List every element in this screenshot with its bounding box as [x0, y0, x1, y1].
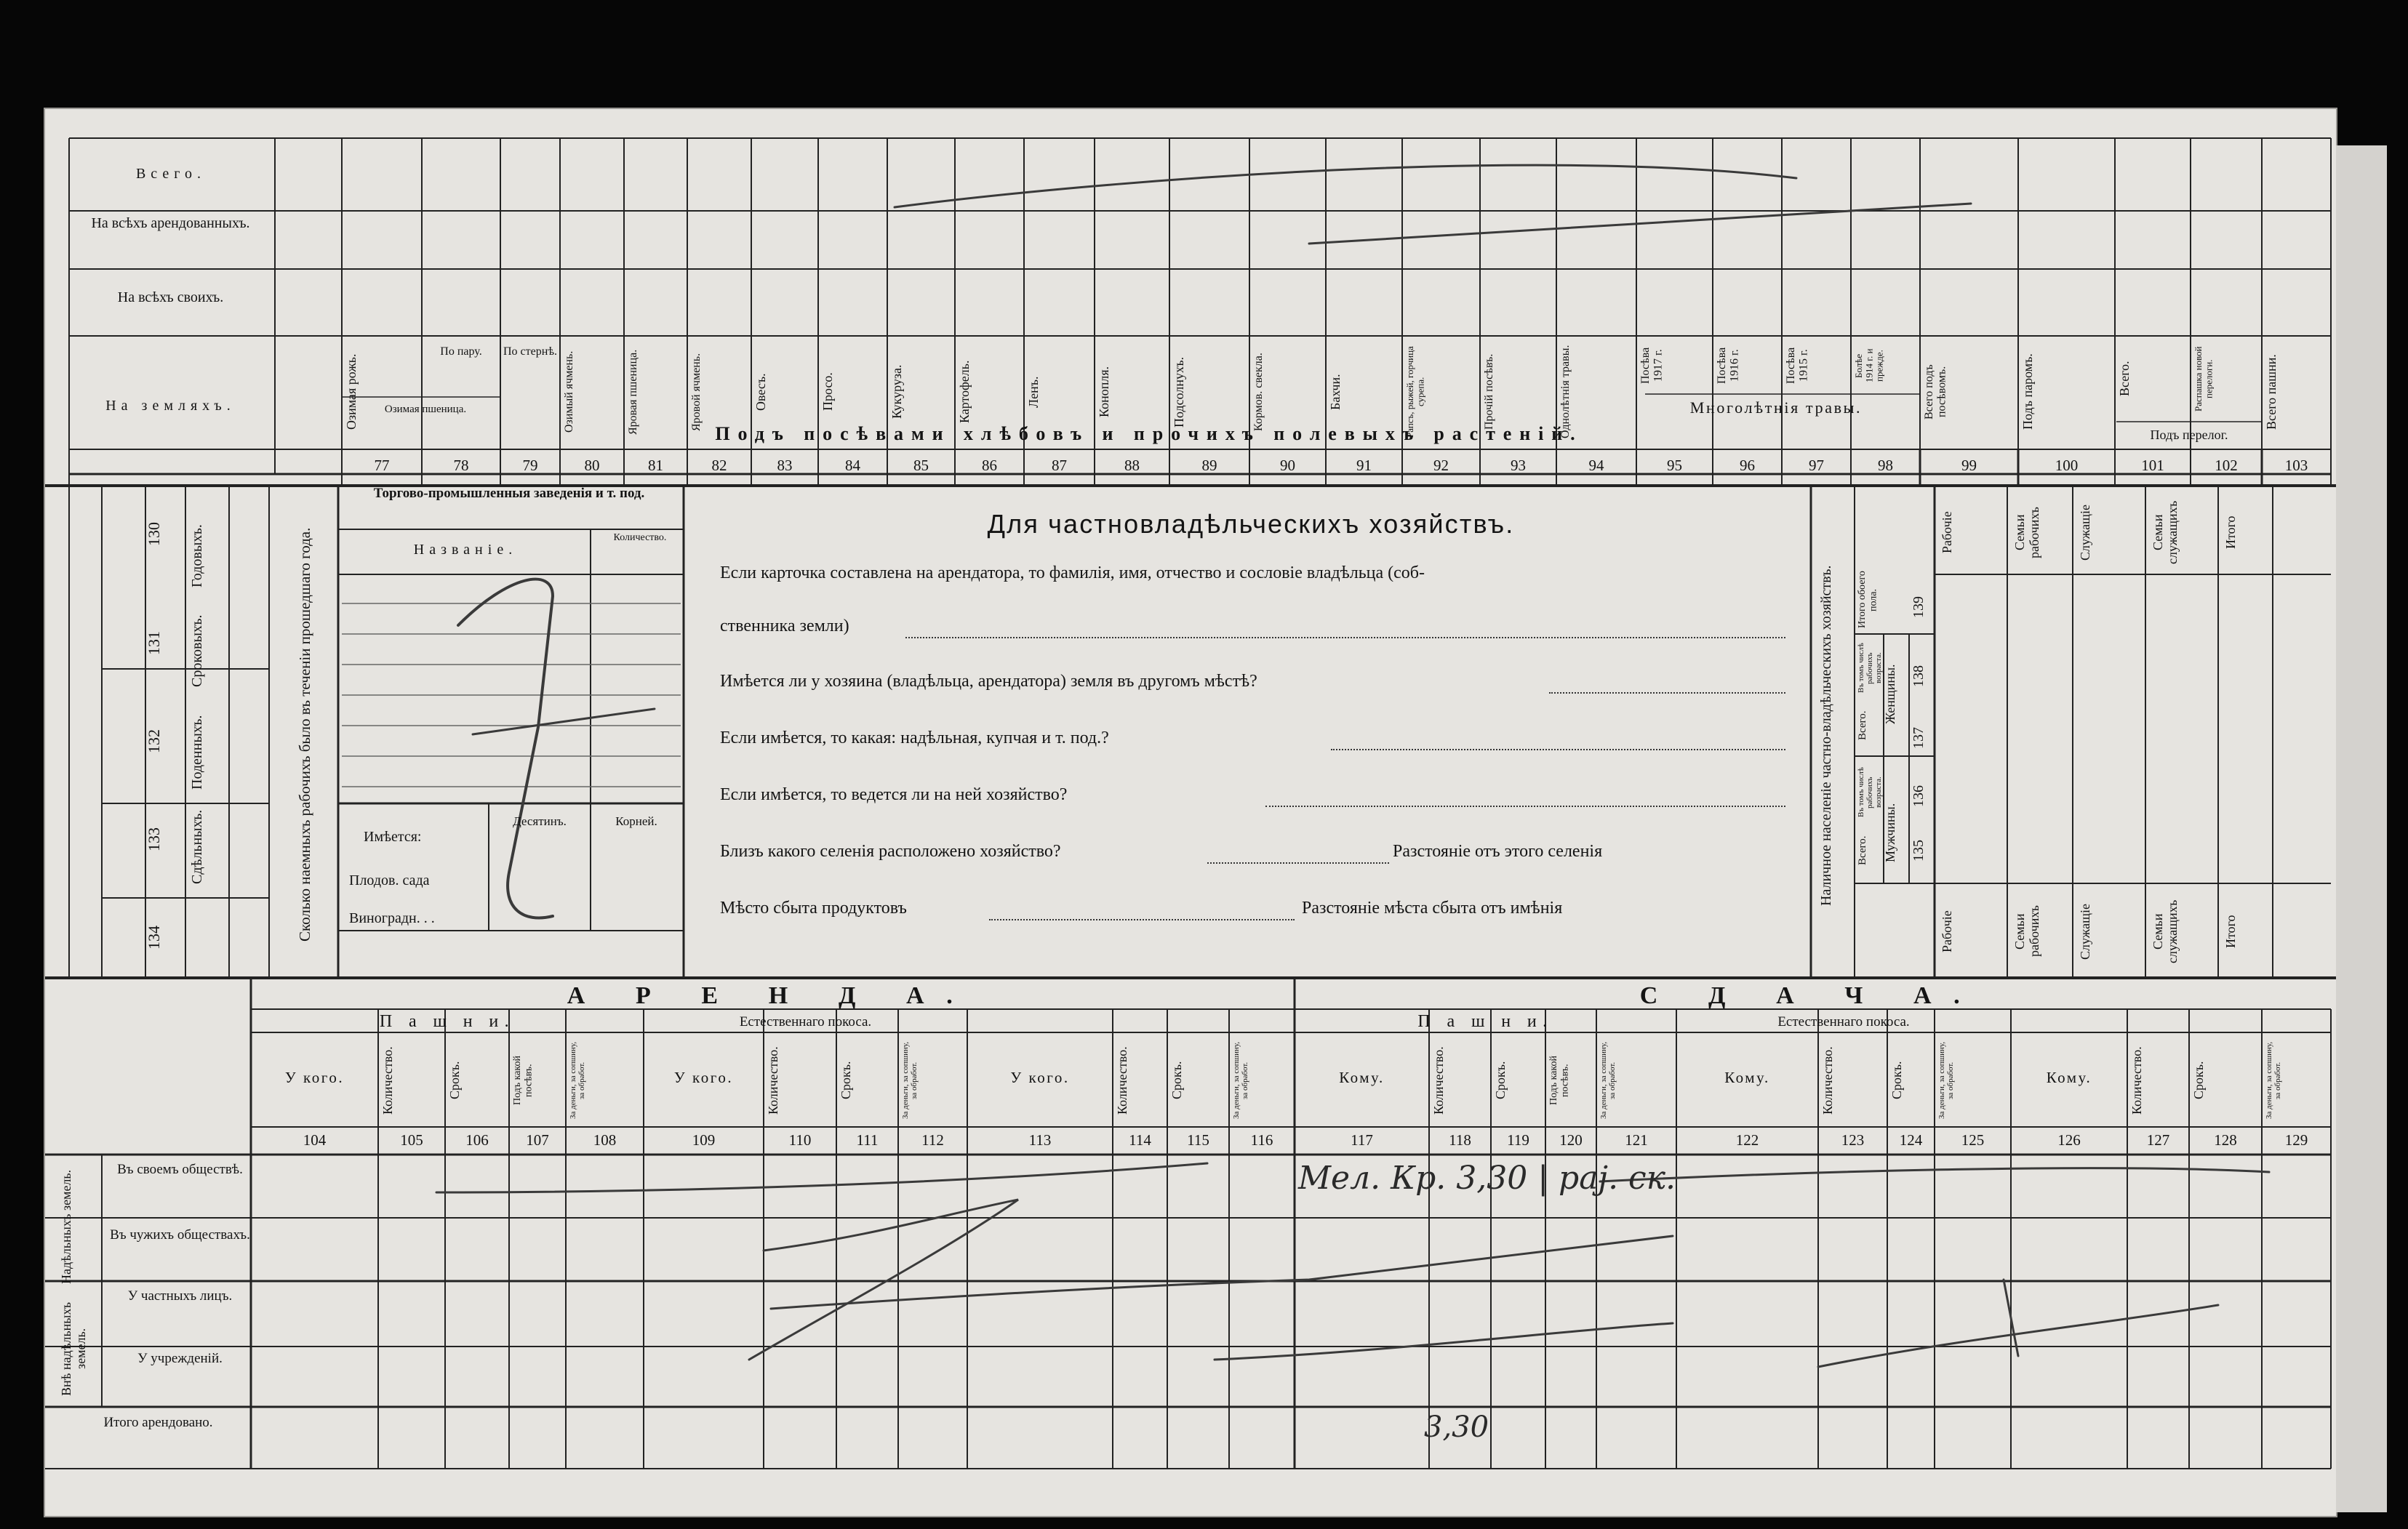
lease-num-114: 114 — [1129, 1131, 1151, 1149]
pop-num-138: 138 — [1911, 665, 1927, 687]
crop-num-83: 83 — [777, 457, 793, 474]
crop-num-93: 93 — [1511, 457, 1526, 474]
winter-wheat-group: Озимая пшеница. — [384, 404, 467, 415]
sdacha-pashni: П а ш н и. — [1417, 1012, 1553, 1031]
vineyard-label: Виноградн. . . — [349, 910, 435, 926]
lease-num-126: 126 — [2057, 1131, 2081, 1149]
lease-head-122: Кому. — [1724, 1069, 1770, 1086]
lease-head-119: Срокъ. — [1493, 1061, 1508, 1100]
crop-head-83: Овесъ. — [753, 373, 768, 411]
lease-head-106: Срокъ. — [447, 1061, 462, 1100]
crop-head-92: Рапсъ, рыжей, горчица сурепа. — [1404, 346, 1426, 438]
trade-qty-col: Количество. — [613, 532, 667, 543]
q-land-kind: Если имѣется, то какая: надѣльная, купчая и т. под.? — [720, 729, 1109, 747]
women-total-label: Всего. — [1857, 710, 1868, 740]
lease-num-104: 104 — [303, 1131, 327, 1149]
worker-label-131: Сроковыхъ. — [189, 614, 205, 687]
pop-col-top-4: Итого — [2223, 515, 2238, 550]
crop-head-94: Однолѣтнія травы. — [1559, 345, 1572, 439]
men-workers-label: Въ томъ числѣ рабочихъ возраста. — [1857, 767, 1884, 818]
row-institutions: У учрежденій. — [137, 1351, 223, 1366]
lease-num-111: 111 — [856, 1131, 879, 1149]
crop-num-78: 78 — [453, 457, 469, 474]
perennial-grasses-group: Многолѣтнія травы. — [1689, 398, 1863, 417]
crop-num-79: 79 — [522, 457, 538, 474]
worker-label-133: Сдѣльныхъ. — [189, 809, 205, 885]
population-title: Наличное населеніе частно-владѣльческихъ хозяйствъ. — [1818, 565, 1834, 907]
answer-line-other-land[interactable] — [1549, 692, 1785, 694]
men-total-label: Всего. — [1857, 835, 1868, 866]
row-rented-label: На всѣхъ арендованныхъ. — [91, 215, 250, 231]
lease-num-119: 119 — [1507, 1131, 1529, 1149]
lease-num-112: 112 — [921, 1131, 944, 1149]
answer-line-land-kind[interactable] — [1331, 749, 1785, 750]
pencil-stroke — [1818, 1305, 2218, 1367]
pencil-stroke — [895, 165, 1796, 207]
lease-num-127: 127 — [2146, 1131, 2170, 1149]
crop-num-85: 85 — [913, 457, 929, 474]
q-owner-line2: ственника земли) — [720, 617, 849, 635]
lease-num-122: 122 — [1735, 1131, 1759, 1149]
crop-head-87: Ленъ. — [1026, 376, 1041, 408]
lease-head-113: У кого. — [1010, 1069, 1070, 1086]
arenda-pokos: Естественнаго покоса. — [739, 1014, 872, 1030]
pop-col-bottom-3: Семьи служащихъ — [2151, 899, 2180, 963]
q-village: Близъ какого селенія расположено хозяйство? — [720, 842, 1061, 861]
crop-head-99: Всего подъ посѣвомъ. — [1923, 364, 1948, 420]
worker-label-130: Годовыхъ. — [189, 524, 205, 588]
worker-num-131: 131 — [145, 631, 163, 656]
crop-head-91: Бахчи. — [1328, 374, 1343, 410]
hired-workers-title: Сколько наемныхъ рабочихъ было въ теченіи прошедшаго года. — [296, 527, 313, 942]
crop-num-80: 80 — [584, 457, 600, 474]
lease-num-121: 121 — [1625, 1131, 1648, 1149]
lease-num-124: 124 — [1899, 1131, 1923, 1149]
crop-head-78: По пару. — [440, 345, 482, 358]
sdacha-pokos: Естественнаго покоса. — [1777, 1014, 1910, 1030]
pencil-stroke — [458, 579, 553, 918]
lease-head-124: Срокъ. — [1889, 1061, 1904, 1100]
lease-head-123: Количество. — [1820, 1046, 1835, 1115]
crop-num-81: 81 — [648, 457, 663, 474]
crop-num-89: 89 — [1201, 457, 1217, 474]
worker-num-133: 133 — [145, 827, 163, 852]
crop-head-98: Болѣе 1914 г. и прежде. — [1853, 348, 1885, 383]
crop-num-99: 99 — [1961, 457, 1977, 474]
crop-num-100: 100 — [2055, 457, 2079, 474]
lease-head-108: За деньги, за сопшину, за обработ. — [569, 1041, 587, 1120]
pop-col-top-0: Рабочіе — [1940, 511, 1954, 554]
answer-line-owner[interactable] — [905, 637, 1785, 638]
crop-num-77: 77 — [374, 457, 390, 474]
pop-col-bottom-1: Семьи рабочихъ — [2012, 905, 2041, 958]
pop-num-137: 137 — [1911, 727, 1927, 749]
lease-num-128: 128 — [2214, 1131, 2237, 1149]
crop-head-81: Яровая пшеница. — [627, 349, 639, 435]
crop-head-90: Кормов. свекла. — [1252, 353, 1265, 431]
private-title: Для частновладѣльческихъ хозяйствъ. — [987, 509, 1515, 539]
q-market: Мѣсто сбыта продуктовъ — [720, 899, 907, 918]
orchard-label: Плодов. сада — [349, 872, 430, 888]
crop-num-92: 92 — [1433, 457, 1449, 474]
crop-head-85: Кукуруза. — [889, 364, 904, 420]
crop-head-101: Всего. — [2117, 361, 2132, 397]
worker-num-132: 132 — [145, 729, 163, 754]
row-total-label: Всего. — [135, 166, 207, 182]
lease-num-110: 110 — [788, 1131, 812, 1149]
crop-num-95: 95 — [1667, 457, 1682, 474]
crop-num-103: 103 — [2284, 457, 2308, 474]
answer-line-village[interactable] — [1207, 862, 1389, 864]
crop-num-98: 98 — [1878, 457, 1893, 474]
crop-head-86: Картофель. — [957, 360, 972, 424]
crop-num-84: 84 — [845, 457, 860, 474]
row-private: У частныхъ лицъ. — [127, 1288, 233, 1304]
row-other-society: Въ чужихъ обществахъ. — [110, 1227, 250, 1243]
pop-num-139: 139 — [1911, 596, 1927, 618]
crop-head-95: Посѣва 1917 г. — [1639, 347, 1665, 385]
lease-head-127: Количество. — [2129, 1046, 2144, 1115]
worker-num-134: 134 — [145, 926, 163, 950]
lease-num-117: 117 — [1351, 1131, 1373, 1149]
row-own-society: Въ своемъ обществѣ. — [117, 1162, 243, 1177]
lease-head-114: Количество. — [1115, 1046, 1129, 1115]
pop-col-bottom-2: Служащіе — [2078, 903, 2092, 960]
pencil-stroke — [1309, 204, 1971, 244]
lease-num-120: 120 — [1559, 1131, 1583, 1149]
pencil-stroke — [473, 709, 655, 734]
lease-num-129: 129 — [2284, 1131, 2308, 1149]
crop-num-94: 94 — [1588, 457, 1604, 474]
sdacha-banner: С Д А Ч А. — [1639, 982, 1983, 1009]
pencil-stroke — [771, 1236, 1673, 1309]
lease-head-126: Кому. — [2046, 1069, 2092, 1086]
lease-head-110: Количество. — [766, 1046, 780, 1115]
lease-head-128: Срокъ. — [2191, 1061, 2206, 1100]
nadel-group: Надѣльныхъ земель. — [59, 1169, 73, 1285]
lease-num-116: 116 — [1250, 1131, 1273, 1149]
crop-head-100: Подъ паромъ. — [2020, 353, 2035, 430]
lease-head-121: За деньги, за сопшину, за обработ. — [1599, 1041, 1617, 1120]
total-both-label: Итого обоего пола. — [1857, 571, 1879, 629]
lease-head-129: За деньги, за сопшину, за обработ. — [2265, 1041, 2283, 1120]
lease-head-116: За деньги, за сопшину, за обработ. — [1232, 1041, 1250, 1120]
pencil-stroke — [749, 1200, 1018, 1360]
trade-name-col: Названіе. — [413, 542, 518, 558]
crop-head-93: Прочій посѣвъ. — [1483, 353, 1495, 430]
crop-num-101: 101 — [2141, 457, 2164, 474]
pop-col-bottom-4: Итого — [2223, 915, 2238, 948]
pencil-stroke — [1215, 1323, 1673, 1360]
crops-banner: Подъ посѣвами хлѣбовъ и прочихъ полевыхъ растеній. — [715, 423, 1583, 444]
non-nadel-group: Внѣ надѣльныхъ земель. — [59, 1301, 88, 1396]
answer-line-farming[interactable] — [1265, 806, 1785, 807]
row-lands-label: На земляхъ. — [105, 398, 236, 414]
desyatin-label: Десятинъ. — [513, 814, 567, 828]
crop-head-97: Посѣва 1915 г. — [1785, 347, 1810, 385]
lease-head-105: Количество. — [380, 1046, 395, 1115]
pop-col-top-3: Семьи служащихъ — [2151, 500, 2180, 565]
pop-num-136: 136 — [1911, 785, 1927, 807]
lease-head-117: Кому. — [1339, 1069, 1385, 1086]
handwritten-entry: Мел. Кр. 3,30 | рај. ск. — [1298, 1160, 1676, 1197]
crop-num-82: 82 — [711, 457, 727, 474]
has-label: Имѣется: — [364, 829, 422, 845]
fallow-group: Подъ перелог. — [2150, 428, 2228, 442]
row-total-rented: Итого арендовано. — [103, 1415, 213, 1430]
lease-head-120: Подъ какой посѣвъ. — [1548, 1056, 1571, 1105]
men-label: Мужчины. — [1883, 803, 1897, 862]
pencil-stroke — [436, 1163, 1207, 1192]
crop-head-103: Всего пашни. — [2264, 354, 2279, 430]
lease-head-107: Подъ какой посѣвъ. — [512, 1056, 535, 1105]
lease-num-123: 123 — [1841, 1131, 1865, 1149]
worker-num-130: 130 — [145, 522, 163, 547]
q-other-land: Имѣется ли у хозяина (владѣльца, арендатора) земля въ другомъ мѣстѣ? — [720, 672, 1257, 691]
lease-num-105: 105 — [400, 1131, 423, 1149]
lease-head-125: За деньги, за сопшину, за обработ. — [1937, 1041, 1956, 1120]
roots-label: Корней. — [615, 814, 657, 828]
lease-num-125: 125 — [1961, 1131, 1985, 1149]
answer-line-market[interactable] — [989, 919, 1295, 920]
crop-head-89: Подсолнухъ. — [1172, 356, 1186, 428]
crop-num-96: 96 — [1740, 457, 1755, 474]
lease-num-107: 107 — [526, 1131, 549, 1149]
lease-num-113: 113 — [1028, 1131, 1052, 1149]
crop-num-88: 88 — [1124, 457, 1140, 474]
q-owner-line1: Если карточка составлена на арендатора, то фамилія, имя, отчество и сословіе владѣльца (соб- — [720, 563, 1425, 582]
lease-head-109: У кого. — [673, 1069, 734, 1086]
lease-num-108: 108 — [593, 1131, 617, 1149]
crop-num-87: 87 — [1052, 457, 1067, 474]
q-market-dist: Разстояніе мѣста сбыта отъ имѣнія — [1302, 899, 1563, 918]
worker-label-132: Поденныхъ. — [189, 715, 205, 790]
crop-num-91: 91 — [1356, 457, 1372, 474]
crop-head-77: Озимая рожь. — [344, 353, 359, 430]
handwritten-total: 3,30 — [1424, 1410, 1489, 1444]
pop-col-top-2: Служащіе — [2078, 504, 2092, 561]
lease-head-112: За деньги, за сопшину, за обработ. — [901, 1041, 919, 1120]
row-own-label: На всѣхъ своихъ. — [117, 289, 224, 305]
crop-num-97: 97 — [1809, 457, 1824, 474]
lease-head-104: У кого. — [284, 1069, 345, 1086]
q-farming: Если имѣется, то ведется ли на ней хозяйство? — [720, 785, 1068, 804]
lease-head-118: Количество. — [1431, 1046, 1446, 1115]
arenda-pashni: П а ш н и. — [379, 1012, 516, 1031]
women-workers-label: Въ томъ числѣ рабочихъ возраста. — [1857, 643, 1884, 694]
crop-head-102: Распашка новой перелоги. — [2193, 346, 2215, 412]
crop-num-102: 102 — [2215, 457, 2238, 474]
crop-head-88: Конопля. — [1097, 366, 1111, 418]
crop-head-96: Посѣва 1916 г. — [1716, 347, 1741, 385]
crop-head-84: Просо. — [820, 372, 835, 412]
crop-head-79: По стернѣ. — [503, 345, 557, 358]
arenda-banner: А Р Е Н Д А. — [567, 982, 975, 1009]
q-village-dist: Разстояніе отъ этого селенія — [1393, 842, 1603, 861]
lease-head-115: Срокъ. — [1169, 1061, 1184, 1100]
lease-num-109: 109 — [692, 1131, 716, 1149]
lease-num-118: 118 — [1449, 1131, 1471, 1149]
lease-num-115: 115 — [1187, 1131, 1209, 1149]
crop-head-82: Яровой ячмень. — [690, 353, 703, 431]
pop-col-top-1: Семьи рабочихъ — [2012, 507, 2041, 558]
women-label: Женщины. — [1883, 664, 1897, 725]
crop-num-90: 90 — [1280, 457, 1295, 474]
pop-num-135: 135 — [1911, 840, 1927, 862]
crop-head-80: Озимый ячмень. — [563, 350, 575, 433]
crop-num-86: 86 — [982, 457, 997, 474]
pop-col-bottom-0: Рабочіе — [1940, 910, 1954, 952]
trade-title: Торгово-промышленныя заведенія и т. под. — [373, 486, 645, 501]
lease-head-111: Срокъ. — [839, 1061, 853, 1100]
lease-num-106: 106 — [465, 1131, 489, 1149]
